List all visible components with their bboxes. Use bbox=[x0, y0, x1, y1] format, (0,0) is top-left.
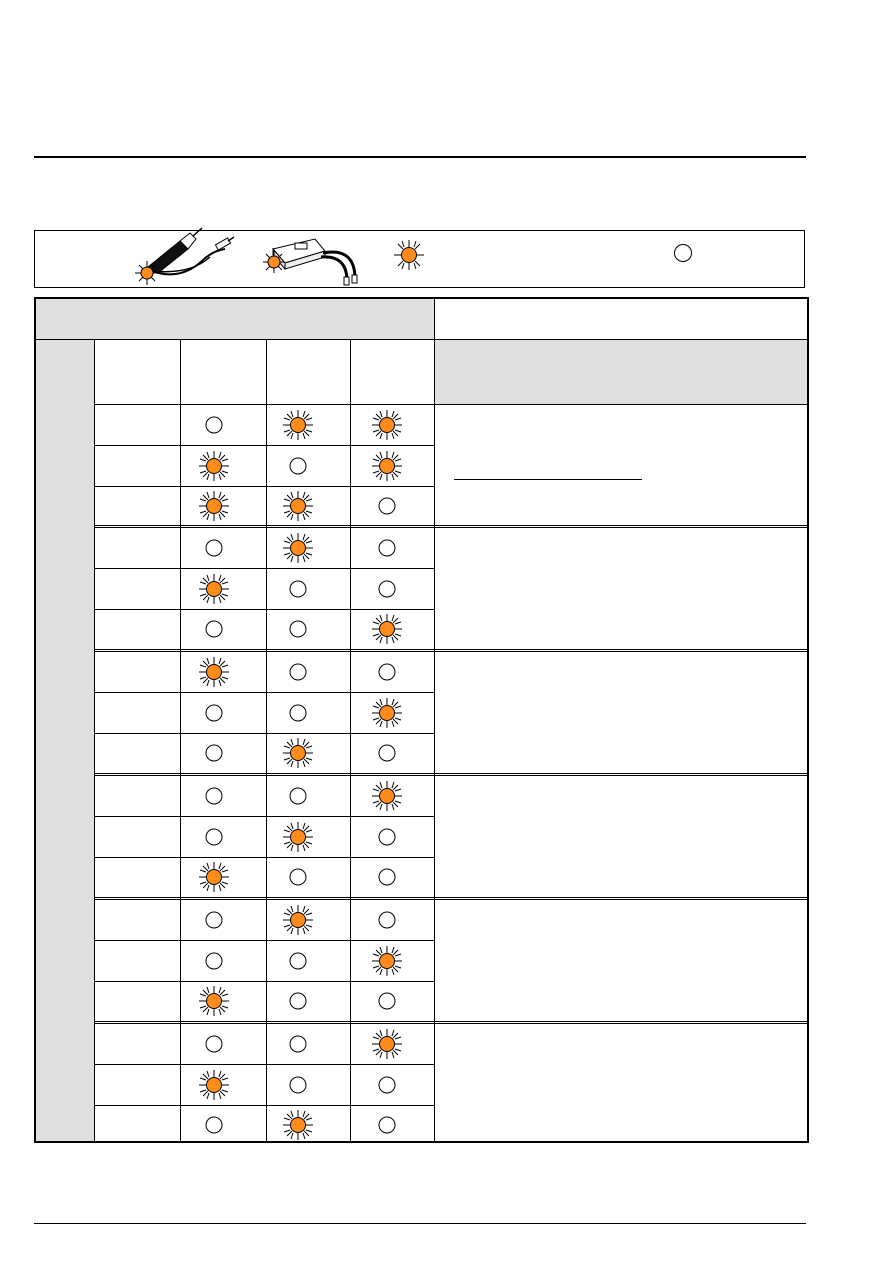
unlit-indicator-icon bbox=[196, 902, 232, 938]
lit-indicator-icon bbox=[280, 1107, 316, 1143]
lit-indicator-icon bbox=[196, 859, 232, 895]
header-col-2 bbox=[181, 340, 266, 404]
unlit-indicator-icon bbox=[280, 983, 316, 1019]
unlit-indicator-icon bbox=[280, 1026, 316, 1062]
remarks-underline bbox=[454, 479, 642, 480]
header-col-1 bbox=[95, 340, 180, 404]
unlit-indicator-icon bbox=[280, 448, 316, 484]
header-rule bbox=[34, 156, 806, 158]
lit-indicator-icon bbox=[369, 778, 405, 814]
header-col-4 bbox=[351, 340, 435, 404]
unlit-indicator-icon bbox=[196, 735, 232, 771]
unlit-indicator-icon bbox=[280, 654, 316, 690]
unlit-indicator-icon bbox=[280, 1067, 316, 1103]
lit-indicator-icon bbox=[196, 983, 232, 1019]
lit-indicator-icon bbox=[280, 407, 316, 443]
lit-indicator-icon bbox=[280, 530, 316, 566]
unlit-indicator-icon bbox=[196, 695, 232, 731]
unlit-indicator-icon bbox=[196, 778, 232, 814]
unlit-indicator-icon bbox=[280, 611, 316, 647]
header-col-3 bbox=[267, 340, 350, 404]
side-column bbox=[36, 340, 94, 1141]
unlit-indicator-icon bbox=[369, 1107, 405, 1143]
header-left bbox=[36, 299, 435, 339]
lit-indicator-icon bbox=[369, 1026, 405, 1062]
unlit-indicator-icon bbox=[196, 530, 232, 566]
unlit-indicator-icon bbox=[369, 654, 405, 690]
lit-indicator-icon bbox=[196, 1067, 232, 1103]
legend-unlit-indicator-icon bbox=[671, 241, 695, 265]
lit-indicator-icon bbox=[280, 902, 316, 938]
legend-lit-indicator-icon bbox=[391, 237, 427, 273]
lit-indicator-icon bbox=[280, 735, 316, 771]
indicator-table bbox=[34, 297, 809, 1143]
lit-indicator-icon bbox=[196, 571, 232, 607]
header-remarks bbox=[435, 340, 807, 404]
unlit-indicator-icon bbox=[369, 488, 405, 524]
lit-indicator-icon bbox=[369, 943, 405, 979]
unlit-indicator-icon bbox=[196, 611, 232, 647]
unlit-indicator-icon bbox=[280, 778, 316, 814]
unlit-indicator-icon bbox=[280, 571, 316, 607]
lit-indicator-icon bbox=[369, 695, 405, 731]
lit-indicator-icon bbox=[369, 448, 405, 484]
legend-box bbox=[34, 230, 805, 288]
unlit-indicator-icon bbox=[196, 943, 232, 979]
unlit-indicator-icon bbox=[196, 407, 232, 443]
connector-lit-indicator-icon bbox=[263, 251, 285, 273]
lit-indicator-icon bbox=[280, 819, 316, 855]
lit-indicator-icon bbox=[196, 448, 232, 484]
lit-indicator-icon bbox=[369, 407, 405, 443]
unlit-indicator-icon bbox=[280, 859, 316, 895]
unlit-indicator-icon bbox=[369, 571, 405, 607]
unlit-indicator-icon bbox=[369, 902, 405, 938]
unlit-indicator-icon bbox=[369, 819, 405, 855]
lit-indicator-icon bbox=[280, 488, 316, 524]
lit-indicator-icon bbox=[196, 654, 232, 690]
unlit-indicator-icon bbox=[369, 735, 405, 771]
unlit-indicator-icon bbox=[196, 819, 232, 855]
unlit-indicator-icon bbox=[196, 1026, 232, 1062]
unlit-indicator-icon bbox=[280, 695, 316, 731]
unlit-indicator-icon bbox=[369, 859, 405, 895]
footer-rule bbox=[34, 1223, 806, 1224]
unlit-indicator-icon bbox=[196, 1107, 232, 1143]
lit-indicator-icon bbox=[196, 488, 232, 524]
connector-icon bbox=[255, 233, 375, 289]
unlit-indicator-icon bbox=[369, 530, 405, 566]
lit-indicator-icon bbox=[369, 611, 405, 647]
unlit-indicator-icon bbox=[280, 943, 316, 979]
test-probe-icon bbox=[130, 223, 240, 291]
unlit-indicator-icon bbox=[369, 983, 405, 1019]
unlit-indicator-icon bbox=[369, 1067, 405, 1103]
